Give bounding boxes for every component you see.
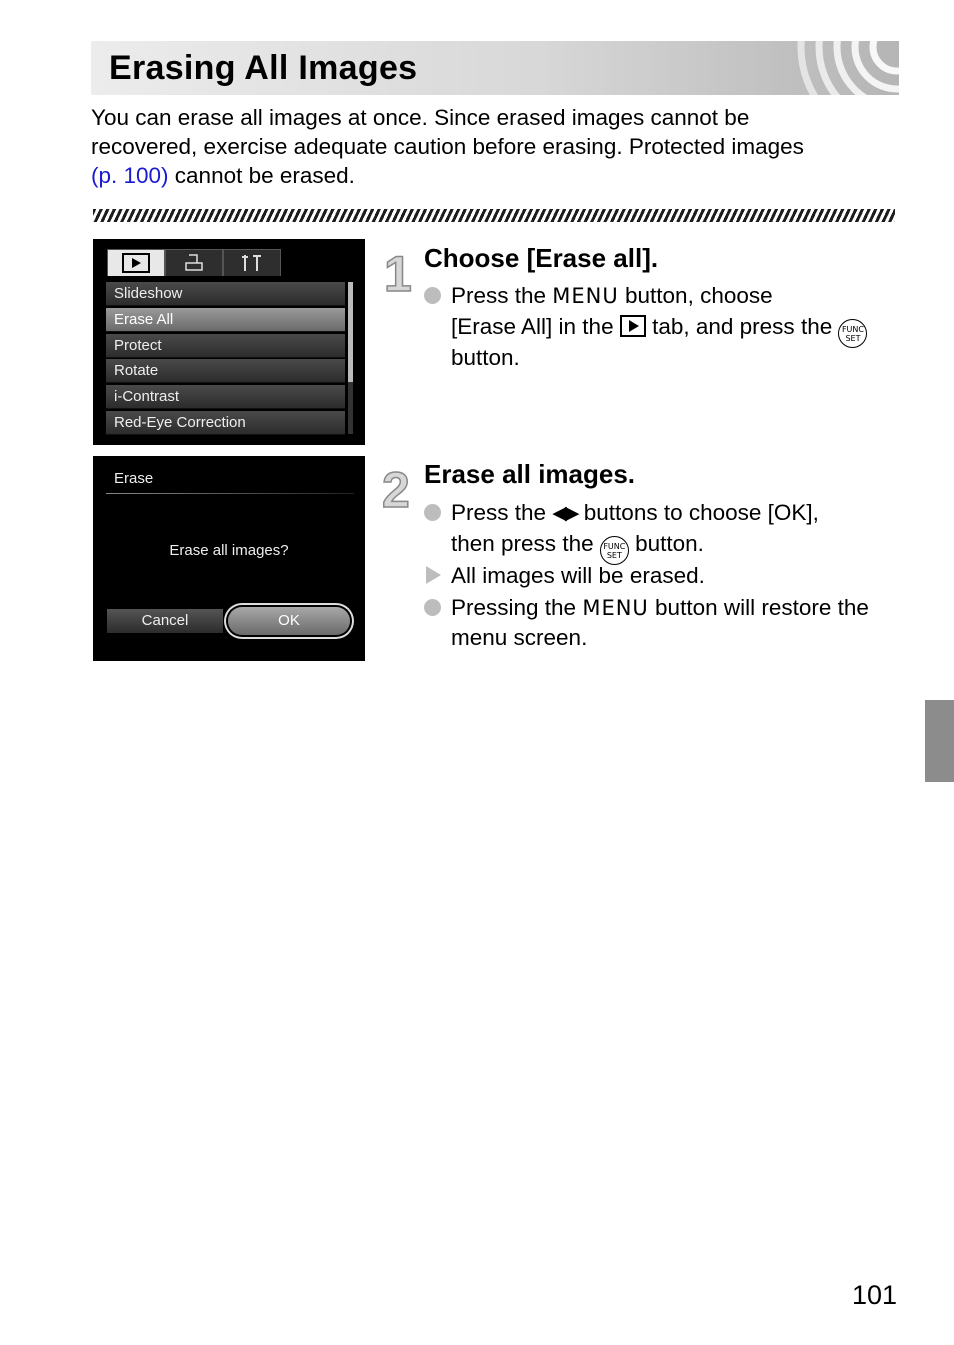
bullet-icon <box>424 504 441 521</box>
page-reference-link[interactable]: (p. 100) <box>91 163 169 188</box>
func-set-icon: FUNC SET <box>838 319 867 348</box>
intro-line-2: recovered, exercise adequate caution before erasing. Protected images <box>91 134 804 159</box>
title-decoration-icon <box>769 41 899 95</box>
result-arrow-icon <box>426 566 441 584</box>
left-right-arrows-icon: ◀▶ <box>552 503 578 524</box>
menu-scrollbar <box>348 282 353 434</box>
menu-button-icon: MENU <box>582 596 649 620</box>
step-1-line-3: button. <box>451 345 520 370</box>
playback-tab-icon <box>107 249 165 276</box>
dialog-divider <box>106 493 354 494</box>
step-2-heading: Erase all images. <box>424 459 636 489</box>
chapter-tab <box>925 700 954 782</box>
step-1-line-2: [Erase All] in the tab, and press the FUNC SET <box>451 314 867 348</box>
step-2-line-4: menu screen. <box>451 625 588 650</box>
page-title: Erasing All Images <box>109 49 418 87</box>
bullet-icon <box>424 599 441 616</box>
menu-item-slideshow: Slideshow <box>106 282 345 306</box>
step-1-heading: Choose [Erase all]. <box>424 243 659 273</box>
menu-button-icon: MENU <box>552 284 619 308</box>
title-bar <box>91 41 899 95</box>
intro-line-3: cannot be erased. <box>168 163 355 188</box>
step-2-line-1: Press the ◀▶ buttons to choose [OK], <box>451 500 819 525</box>
dialog-title: Erase <box>114 470 154 487</box>
step-2-number: 2 <box>382 462 410 518</box>
print-tab-icon <box>165 249 223 276</box>
step-2-line-2: then press the FUNC SET button. <box>451 531 704 565</box>
step-1-number: 1 <box>384 246 412 302</box>
step-2-line-3: Pressing the MENU button will restore the <box>451 595 869 620</box>
menu-item-red-eye-correction: Red-Eye Correction <box>106 411 345 435</box>
menu-item-erase-all: Erase All <box>106 308 345 332</box>
step-2-result: All images will be erased. <box>451 563 705 588</box>
intro-line-1: You can erase all images at once. Since erased images cannot be <box>91 105 750 130</box>
menu-item-rotate: Rotate <box>106 359 345 383</box>
settings-tab-icon <box>223 249 281 276</box>
dialog-cancel-button: Cancel <box>107 609 223 633</box>
step-1-line-1: Press the MENU button, choose <box>451 283 773 308</box>
intro-paragraph <box>91 103 881 190</box>
page-number: 101 <box>852 1280 898 1310</box>
menu-item-protect: Protect <box>106 334 345 358</box>
func-set-icon: FUNC SET <box>600 536 629 565</box>
menu-item-i-contrast: i-Contrast <box>106 385 345 409</box>
erase-dialog-screenshot <box>93 456 365 661</box>
camera-menu-screenshot <box>93 239 365 445</box>
dialog-message: Erase all images? <box>169 542 289 559</box>
playback-icon <box>620 315 646 337</box>
section-separator <box>93 209 895 222</box>
dialog-ok-button: OK <box>228 607 350 635</box>
bullet-icon <box>424 287 441 304</box>
